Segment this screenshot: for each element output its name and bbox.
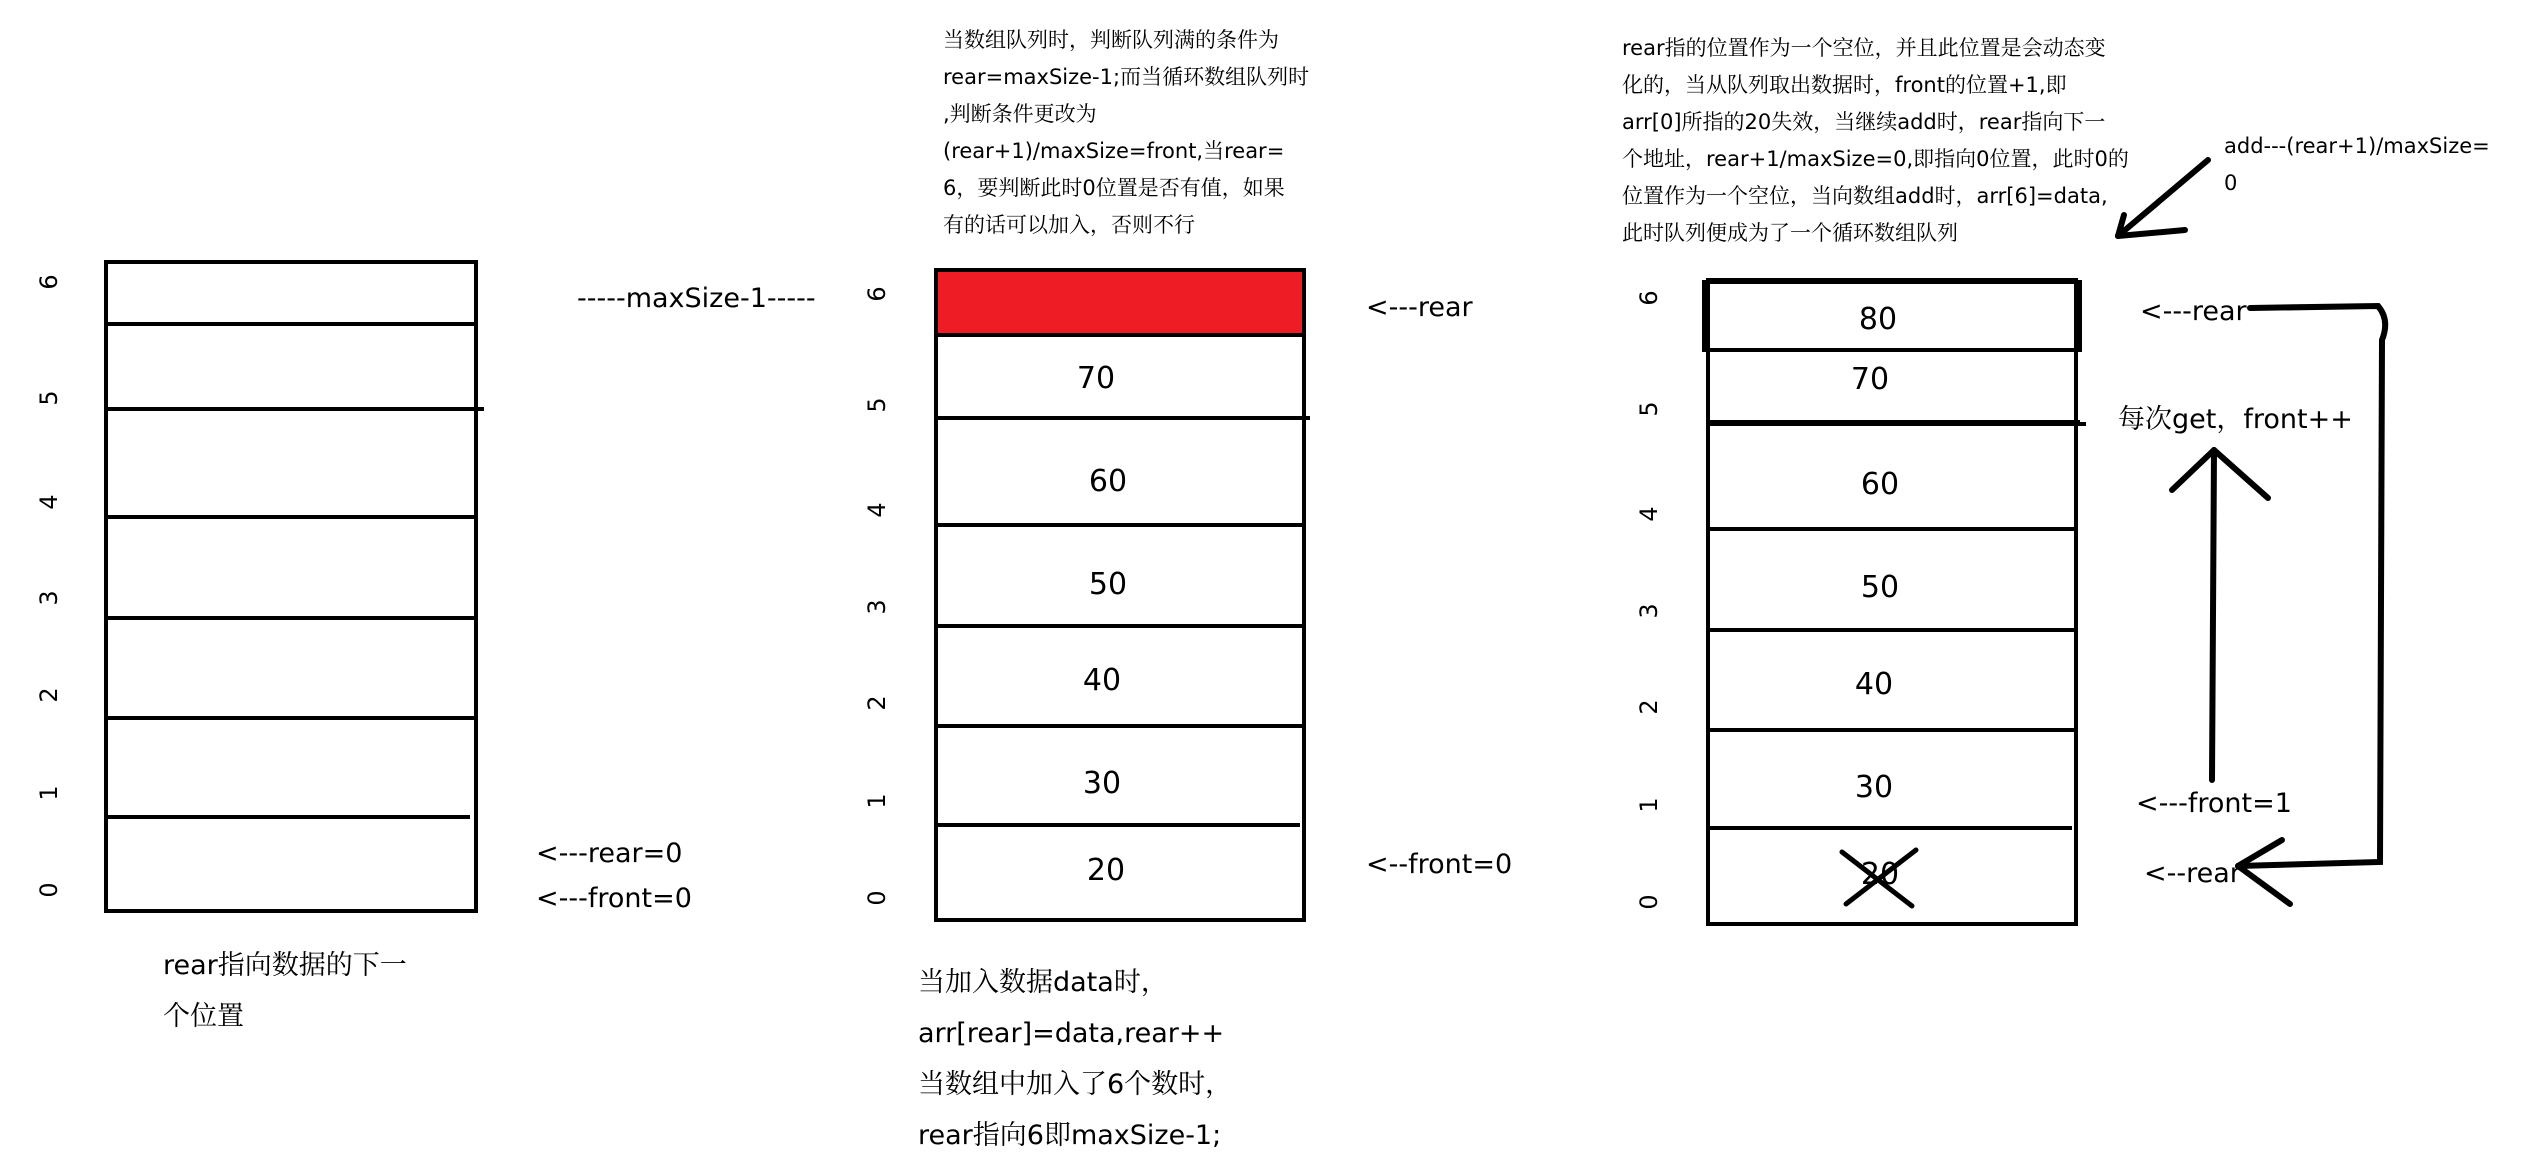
index-label: 1: [35, 785, 63, 801]
index-label: 3: [1635, 603, 1663, 619]
invalidated-cross-icon: [1842, 850, 1916, 906]
cell-value: 30: [1854, 770, 1894, 805]
index-label: 4: [1635, 506, 1663, 522]
index-label: 2: [1635, 699, 1663, 715]
cell-value: 50: [1860, 570, 1900, 605]
cell-value: 20: [1086, 853, 1126, 888]
cell-value: 40: [1082, 663, 1122, 698]
index-label: 4: [863, 502, 891, 518]
front-up-arrow-icon: [2172, 450, 2268, 780]
rear-label: <---rear: [1366, 292, 1473, 323]
index-label: 1: [1635, 797, 1663, 813]
note-line: arr[0]所指的20失效，当继续add时，rear指向下一: [1622, 110, 2106, 134]
note-line: rear指向6即maxSize-1;: [918, 1120, 1222, 1151]
note-line: arr[rear]=data,rear++: [918, 1018, 1225, 1049]
index-label: 3: [863, 599, 891, 615]
index-label: 6: [35, 274, 63, 290]
note-line: 当数组队列时，判断队列满的条件为: [943, 28, 1279, 52]
index-label: 5: [1635, 401, 1663, 417]
caption-line: rear指向数据的下一: [163, 950, 407, 981]
index-label: 5: [863, 397, 891, 413]
index-label: 5: [35, 390, 63, 406]
note-line: rear=maxSize-1;而当循环数组队列时: [943, 65, 1310, 89]
note-line: rear指的位置作为一个空位，并且此位置是会动态变: [1622, 36, 2106, 60]
front-label: <---front=0: [536, 883, 692, 914]
index-label: 0: [863, 890, 891, 906]
index-label: 6: [1635, 290, 1663, 306]
add-arrow-icon: [2118, 160, 2208, 236]
note-line: add---(rear+1)/maxSize=: [2224, 134, 2490, 158]
note-line: 6，要判断此时0位置是否有值，如果: [943, 176, 1285, 200]
note-line: 位置作为一个空位，当向数组add时，arr[6]=data,: [1622, 184, 2108, 208]
front-label: <---front=1: [2136, 788, 2292, 819]
note-line: 0: [2224, 171, 2238, 195]
cell-value: 40: [1854, 667, 1894, 702]
front-label: <--front=0: [1366, 849, 1513, 880]
cell-value: 70: [1850, 362, 1890, 397]
note-line: 当数组中加入了6个数时，: [918, 1069, 1233, 1100]
rear-label: <---rear: [2140, 296, 2247, 327]
cell-value: 60: [1088, 464, 1128, 499]
note-line: ,判断条件更改为: [943, 102, 1097, 126]
index-label: 2: [35, 687, 63, 703]
note-line: (rear+1)/maxSize=front,当rear=: [943, 139, 1285, 163]
note-line: 此时队列便成为了一个循环数组队列: [1622, 221, 1958, 245]
cell-value: 30: [1082, 766, 1122, 801]
note-line: 有的话可以加入，否则不行: [943, 213, 1195, 237]
note-line: 化的，当从队列取出数据时，front的位置+1,即: [1622, 73, 2067, 97]
note-line: 当加入数据data时，: [918, 967, 1168, 998]
index-label: 2: [863, 695, 891, 711]
caption-line: 个位置: [163, 1001, 244, 1032]
wraparound-arrow-icon: [2238, 306, 2385, 904]
note-line: 个地址，rear+1/maxSize=0,即指向0位置，此时0的: [1622, 147, 2129, 171]
cell-value: 50: [1088, 567, 1128, 602]
index-label: 3: [35, 590, 63, 606]
cell-value: 70: [1076, 361, 1116, 396]
cell-value: 80: [1858, 302, 1898, 337]
cell-value: 20: [1860, 857, 1900, 892]
get-front-label: 每次get，front++: [2118, 404, 2353, 435]
rear-label: <--rear: [2144, 858, 2241, 889]
index-label: 0: [35, 882, 63, 898]
cell-value: 60: [1860, 467, 1900, 502]
rear-label: <---rear=0: [536, 838, 683, 869]
index-label: 6: [863, 286, 891, 302]
index-label: 4: [35, 494, 63, 510]
maxsize-label: -----maxSize-1-----: [577, 283, 816, 314]
index-label: 0: [1635, 894, 1663, 910]
index-label: 1: [863, 793, 891, 809]
